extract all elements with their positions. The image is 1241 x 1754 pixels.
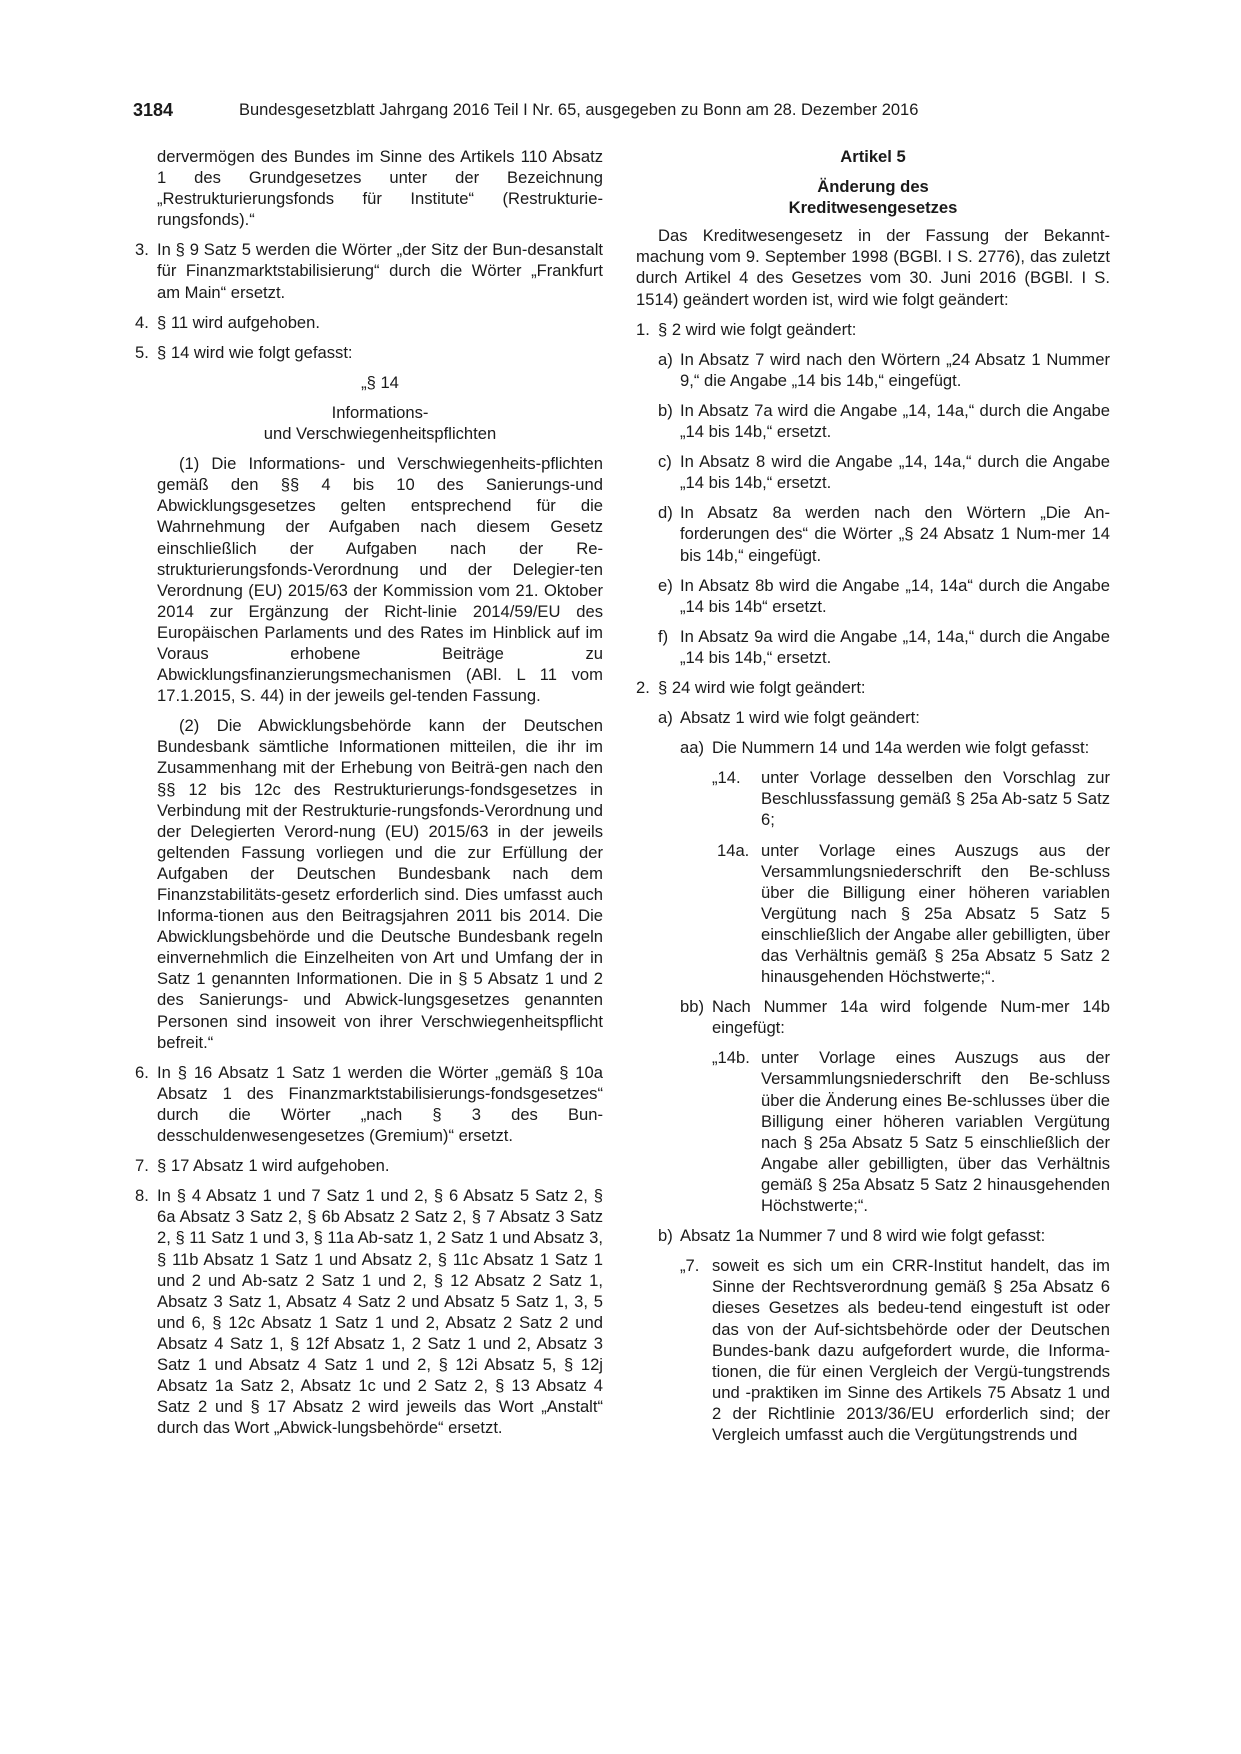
list-item-2 [636,677,1110,698]
paragraph-2: (2) Die Abwicklungsbehörde kann der Deutschen Bundesbank sämtliche Informationen mitteilen, die ihr im Zusammenhang mit der Erhebung von Beiträ-​gen nach den §§ 12 bis 12c des Restrukturierungs-​fondsgesetzes in Verbindung mit der Restrukturie-​rungsfonds-Verordnung und der Delegierten Verord-​nung (EU) 2015/63 in der jeweils geltenden Fassung vorliegen und die zur Erfüllung der Aufgaben der Deutschen Bundesbank nach dem Finanzstabilitäts-​gesetz erforderlich sind. Dies umfasst auch Informa-​tionen aus den Beitragsjahren 2011 bis 2014. Die Abwicklungsbehörde und die Deutsche Bundesbank regeln einvernehmlich die Einzelheiten von Art und Umfang der in Satz 1 genannten Informationen. Die in § 5 Absatz 1 und 2 des Sanierungs- und Abwick-​lungsgesetzes genannten Personen sind insoweit von ihrer Verschwiegenheitspflicht befreit.“ [157,716,603,1052]
section-number: „§ 14 [361,372,399,392]
item-text: In Absatz 8b wird die Angabe „14, 14a“ durch die Angabe „14 bis 14b“ ersetzt. [680,575,1110,616]
list-item-3 [135,239,603,302]
running-head: Bundesgesetzblatt Jahrgang 2016 Teil I Nr. 65, ausgegeben zu Bonn am 28. Dezember 2016 [239,101,919,119]
item-letter: bb) [680,997,704,1017]
item-letter: a) [658,708,673,728]
item-text: unter Vorlage eines Auszugs aus der Versammlungsniederschrift den Be-​schluss über die Billigung einer höheren variablen Vergütung nach § 25a Absatz 5 Satz 5 einschließlich der Angabe aller gebilligten, über das Verhältnis gemäß § 25a Absatz 5 Satz 2 hinausgehenden Höchstwerte;“. [761,840,1110,987]
item-letter: c) [658,452,672,472]
section-title-line2: und Verschwiegenheitspflichten [263,424,497,444]
item-letter: e) [658,575,673,595]
item-text: § 14 wird wie folgt gefasst: [157,342,353,362]
item-text: § 24 wird wie folgt geändert: [658,677,866,697]
list-item-2b [658,1225,1110,1246]
list-item-1e [658,575,1110,617]
item-text: In Absatz 8 wird die Angabe „14, 14a,“ durch die Angabe „14 bis 14b,“ ersetzt. [680,452,1110,493]
item-number: 7. [135,1156,149,1176]
page-number: 3184 [133,100,174,120]
item-letter: f) [658,626,669,646]
right-column [636,146,1110,1445]
list-item-6 [135,1062,603,1146]
item-text: In § 9 Satz 5 werden die Wörter „der Sitz der Bun-​desanstalt für Finanzmarktstabilisierung“ durch die Wörter „Frankfurt am Main“ ersetzt. [157,240,603,302]
section-title-line1: Informations- [331,402,429,422]
text-block: dervermögen des Bundes im Sinne des Artikels 110 Absatz 1 des Grundgesetzes unter der Bezeichnung „Restrukturierungsfonds für Institute“ (Restrukturie-​rungsfonds).“ [157,147,603,230]
list-item-1f [658,626,1110,668]
item-text: § 11 wird aufgehoben. [157,312,320,332]
item-text: In Absatz 9a wird die Angabe „14, 14a,“ durch die Angabe „14 bis 14b,“ ersetzt. [680,626,1110,667]
item-number: 14a. [717,840,750,860]
item-text: In § 16 Absatz 1 Satz 1 werden die Wörter „gemäß § 10a Absatz 1 des Finanzmarktstabilisierungs-​fondsgesetzes“ durch die Wörter „nach § 3 des Bun-​desschuldenwesengesetzes (Gremium)“ ersetzt. [157,1062,603,1146]
list-item-1b [658,400,1110,442]
article-number: Artikel 5 [840,147,906,166]
item-number: „7. [680,1256,700,1276]
article-title-line2: Kreditwesengesetzes [788,198,958,218]
item-letter: a) [658,349,673,369]
quoted-item-14 [712,767,1110,830]
quoted-item-14b [712,1047,1110,1216]
item-text: soweit es sich um ein CRR-Institut handelt, das im Sinne der Rechtsverordnung gemäß § 25a Absatz 6 dieses Gesetzes als bedeu-​tend eingestuft ist oder das von der Auf-​sichtsbehörde oder der Deutschen Bundes-​bank dazu aufgefordert wurde, die Informa-​tionen, die für einen Vergleich der Vergü-​tungstrends und -praktiken im Sinne des Artikels 75 Absatz 1 und 2 der Richtlinie 2013/36/EU erforderlich sind; der Vergleich umfasst auch die Vergütungstrends und [712,1256,1110,1444]
list-item-7 [135,1155,603,1176]
item-number: 4. [135,312,149,332]
item-text: Absatz 1a Nummer 7 und 8 wird wie folgt gefasst: [680,1226,1046,1246]
item-letter: b) [658,1226,673,1246]
item-number: „14. [712,768,741,788]
item-text: In Absatz 7a wird die Angabe „14, 14a,“ durch die Angabe „14 bis 14b,“ ersetzt. [680,400,1110,442]
item-number: 8. [135,1186,149,1206]
quoted-item-14a [712,840,1110,988]
item-number: 1. [636,319,650,339]
list-item-2bb [680,996,1110,1038]
item-text: unter Vorlage desselben den Vorschlag zur Beschlussfassung gemäß § 25a Ab-​satz 5 Satz 6; [761,768,1110,830]
page-header [133,100,1113,124]
item-number: 5. [135,342,149,362]
item-text: In § 4 Absatz 1 und 7 Satz 1 und 2, § 6 Absatz 5 Satz 2, § 6a Absatz 3 Satz 2, § 6b Absatz 2 Satz 2, § 7 Absatz 3 Satz 2, § 11 Satz 1 und 3, § 11a Ab-​satz 1, 2 Satz 1 und Absatz 3, § 11b Absatz 1 Satz 1 und Absatz 2, § 11c Absatz 1 Satz 1 und 2 und Ab-​satz 2 Satz 1 und 2, § 12 Absatz 2 Satz 1, Absatz 3 Satz 1, Absatz 4 Satz 2 und Absatz 5 Satz 1, 3, 5 und 6, § 12c Absatz 1 Satz 1 und 2, Absatz 2 Satz 2 und Absatz 4 Satz 1, § 12f Absatz 1, 2 Satz 1 und 2, Absatz 3 Satz 1 und Absatz 4 Satz 1 und 2, § 12i Absatz 5, § 12j Absatz 1a Satz 2, Absatz 1c und 2 Satz 2, § 13 Absatz 4 Satz 2 und § 17 Absatz 2 wird jeweils das Wort „Anstalt“ durch das Wort „Abwick-​lungsbehörde“ ersetzt. [157,1186,603,1438]
quoted-section [157,372,603,1053]
item-letter: aa) [680,738,704,758]
item-letter: d) [658,503,673,523]
item-number: „14b. [712,1048,750,1068]
list-item-1d [658,502,1110,565]
continuation-text [157,146,603,230]
item-text: In Absatz 7 wird nach den Wörtern „24 Absatz 1 Nummer 9,“ die Angabe „14 bis 14b,“ eingefügt. [680,349,1110,390]
paragraph-1: (1) Die Informations- und Verschwiegenheits-​pflichten gemäß den §§ 4 bis 10 des Sanierungs-​und Abwicklungsgesetzes gelten entsprechend für die Wahrnehmung der Aufgaben nach diesem Gesetz einschließlich der Aufgaben nach der Re-​strukturierungsfonds-Verordnung und der Delegier-​ten Verordnung (EU) 2015/63 der Kommission vom 21. Oktober 2014 zur Ergänzung der Richt-​linie 2014/59/EU des Europäischen Parlaments und des Rates im Hinblick auf im Voraus erhobene Beiträge zu Abwicklungsfinanzierungsmechanismen (ABl. L 11 vom 17.1.2015, S. 44) in der jeweils gel-​tenden Fassung. [157,454,603,706]
article-title-line1: Änderung des [817,177,929,197]
left-column [135,146,603,1438]
article-intro: Das Kreditwesengesetz in der Fassung der Bekannt-​machung vom 9. September 1998 (BGBl. I S. 2776), das zuletzt durch Artikel 4 des Gesetzes vom 30. Juni 2016 (BGBl. I S. 1514) geändert worden ist, wird wie folgt geändert: [636,226,1110,309]
list-item-2a [658,707,1110,728]
item-number: 6. [135,1062,149,1082]
item-number: 2. [636,677,650,697]
list-item-1 [636,319,1110,340]
list-item-8 [135,1185,603,1438]
list-item-1a [658,349,1110,391]
item-text: unter Vorlage eines Auszugs aus der Versammlungsniederschrift den Be-​schluss über die Änderung eines Be-​schlusses über die Billigung einer höheren variablen Vergütung nach § 25a Absatz 5 Satz 5 einschließlich der Angabe aller gebilligten, über das Verhältnis gemäß § 25a Absatz 5 Satz 2 hinausgehenden Höchstwerte;“. [761,1048,1110,1216]
list-item-1c [658,451,1110,493]
quoted-item-7 [680,1255,1110,1445]
item-text: Die Nummern 14 und 14a werden wie folgt gefasst: [712,738,1090,758]
item-text: § 17 Absatz 1 wird aufgehoben. [157,1156,390,1176]
list-item-5 [135,342,603,363]
item-text: In Absatz 8a werden nach den Wörtern „Die An-​forderungen des“ die Wörter „§ 24 Absatz 1 Num-​mer 14 bis 14b,“ eingefügt. [680,503,1110,565]
item-number: 3. [135,240,149,260]
item-text: § 2 wird wie folgt geändert: [658,319,857,339]
list-item-4 [135,312,603,333]
list-item-2aa [680,737,1110,758]
item-text: Nach Nummer 14a wird folgende Num-​mer 14b eingefügt: [712,997,1110,1038]
item-text: Absatz 1 wird wie folgt geändert: [680,708,920,728]
item-letter: b) [658,400,673,420]
